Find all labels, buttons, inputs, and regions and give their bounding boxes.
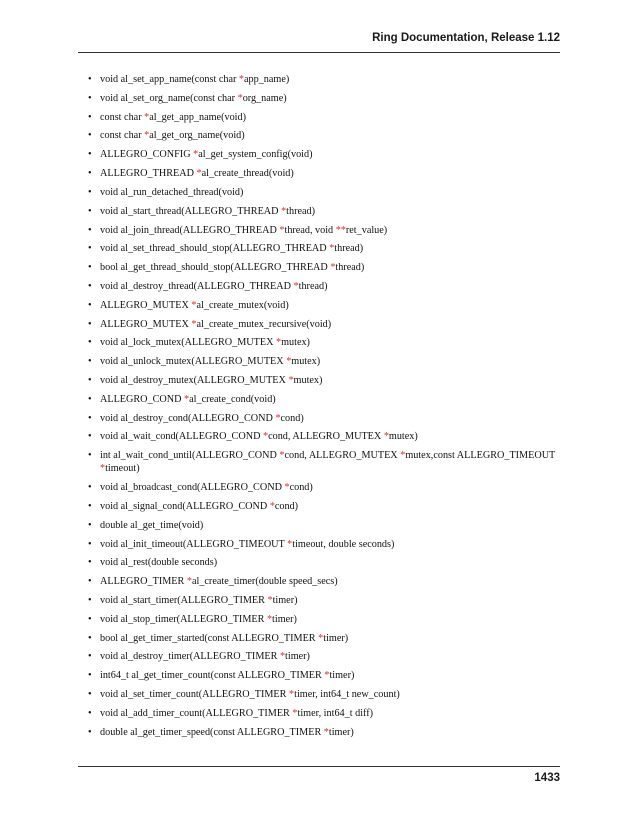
list-item: [88, 449, 568, 475]
signature-text: thread): [298, 280, 328, 292]
list-item: [88, 412, 568, 425]
bullet: •: [88, 707, 92, 719]
pointer-asterisk: *: [286, 356, 292, 368]
pointer-asterisk: *: [184, 393, 190, 405]
page-footer: [78, 766, 560, 784]
signature-text: al_create_timer(double speed_secs): [191, 576, 338, 588]
pointer-asterisk: *: [237, 92, 243, 104]
list-item: [88, 318, 568, 331]
pointer-asterisk: *: [193, 149, 199, 161]
signature-text: void al_destroy_cond(ALLEGRO_COND: [100, 412, 276, 424]
bullet: •: [88, 726, 92, 738]
bullet: •: [88, 111, 92, 123]
bullet: •: [88, 356, 92, 368]
signature-text: al_create_cond(void): [189, 393, 276, 405]
page-number: 1433: [534, 772, 560, 784]
pointer-asterisk: *: [400, 450, 406, 462]
pointer-asterisk: *: [324, 670, 330, 682]
list-item: [88, 148, 568, 161]
signature-text: al_get_org_name(void): [149, 130, 245, 142]
signature-text: void al_lock_mutex(ALLEGRO_MUTEX: [100, 337, 276, 349]
bullet: •: [88, 375, 92, 386]
signature-text: timeout, double seconds): [292, 538, 395, 550]
pointer-asterisk: *: [266, 613, 273, 625]
signature-text: void al_set_timer_count(ALLEGRO_TIMER: [100, 689, 290, 700]
list-item: [88, 726, 568, 739]
list-item: [88, 707, 568, 720]
bullet: •: [88, 450, 92, 462]
list-item: [88, 374, 568, 387]
list-item: [88, 519, 568, 532]
signature-text: void al_unlock_mutex(ALLEGRO_MUTEX: [100, 356, 287, 368]
bullet: •: [88, 280, 92, 292]
signature-text: ALLEGRO_THREAD: [100, 168, 197, 180]
list-item: [88, 556, 568, 569]
signature-text: void al_add_timer_count(ALLEGRO_TIMER: [100, 707, 293, 719]
pointer-asterisk: *: [318, 632, 324, 644]
bullet: •: [88, 393, 92, 405]
bullet: •: [88, 594, 92, 606]
list-item: [88, 111, 568, 124]
bullet: •: [88, 92, 92, 104]
signature-text: double al_get_time(void): [100, 519, 204, 531]
list-item: [88, 632, 568, 645]
bullet: •: [88, 262, 92, 274]
signature-text: void al_broadcast_cond(ALLEGRO_COND: [100, 482, 285, 494]
signature-text: bool al_get_timer_started(const ALLEGRO_TIMER: [100, 632, 319, 644]
pointer-asterisk: *: [269, 500, 275, 512]
signature-text: cond): [280, 412, 304, 424]
page-header: [78, 30, 560, 53]
signature-text: void al_start_thread(ALLEGRO_THREAD: [100, 205, 282, 217]
list-item: [88, 280, 568, 293]
list-item: [88, 205, 568, 218]
bullet: •: [88, 168, 92, 180]
pointer-asterisk: *: [279, 651, 286, 663]
signature-text: void al_signal_cond(ALLEGRO_COND: [100, 500, 270, 512]
signature-text: al_create_mutex_recursive(void): [196, 318, 332, 330]
pointer-asterisk: *: [144, 111, 150, 123]
pointer-asterisk: *: [276, 337, 282, 349]
bullet: •: [88, 557, 92, 569]
pointer-asterisk: *: [330, 262, 336, 274]
pointer-asterisk: *: [196, 168, 202, 180]
signature-text: ALLEGRO_TIMER: [100, 576, 187, 588]
list-item: [88, 186, 568, 199]
signature-text: al_get_system_config(void): [198, 149, 313, 161]
signature-text: mutex): [388, 431, 418, 443]
bullet: •: [88, 538, 92, 550]
signature-text: void al_destroy_timer(ALLEGRO_TIMER: [100, 651, 280, 663]
pointer-asterisk: *: [262, 431, 269, 443]
bullet: •: [88, 299, 92, 311]
pointer-asterisk: *: [284, 482, 290, 494]
signature-text: thread): [334, 243, 364, 255]
list-item: [88, 224, 568, 237]
pointer-asterisk: *: [279, 450, 285, 462]
pointer-asterisk: *: [323, 726, 329, 738]
signature-text: timer): [323, 632, 349, 644]
bullet: •: [88, 205, 92, 217]
signature-text: timer, int64_t new_count): [294, 689, 400, 700]
signature-text: timer): [272, 613, 297, 625]
signature-text: void al_set_thread_should_stop(ALLEGRO_THREAD: [100, 243, 330, 255]
pointer-asterisk: *: [281, 205, 287, 217]
pointer-asterisk: *: [186, 576, 192, 588]
list-item: [88, 129, 568, 142]
pointer-asterisk: *: [238, 74, 244, 85]
bullet: •: [88, 149, 92, 161]
pointer-asterisk: *: [293, 280, 299, 292]
list-item: [88, 430, 568, 443]
signature-text: al_get_app_name(void): [149, 111, 246, 123]
list-item: [88, 92, 568, 105]
list-item: [88, 355, 568, 368]
pointer-asterisk: *: [287, 538, 293, 550]
list-item: [88, 650, 568, 663]
function-list: [88, 73, 568, 739]
pointer-asterisk: *: [100, 463, 106, 475]
bullet: •: [88, 186, 92, 198]
pointer-asterisk: *: [289, 689, 295, 700]
list-item: [88, 481, 568, 494]
list-item: [88, 261, 568, 274]
bullet: •: [88, 576, 92, 588]
list-item: [88, 613, 568, 626]
signature-text: cond, ALLEGRO_MUTEX: [284, 450, 401, 462]
signature-text: org_name): [242, 92, 287, 104]
signature-text: timer): [285, 651, 310, 663]
list-item: [88, 167, 568, 180]
bullet: •: [88, 412, 92, 424]
bullet: •: [88, 482, 92, 494]
pointer-asterisk: *: [292, 707, 298, 719]
pointer-asterisk: *: [288, 375, 294, 386]
pointer-asterisk: *: [191, 299, 197, 311]
list-item: [88, 538, 568, 551]
signature-text: mutex): [293, 375, 323, 386]
signature-text: const char: [100, 130, 145, 142]
function-list-section: [88, 73, 568, 744]
signature-text: void al_join_thread(ALLEGRO_THREAD: [100, 224, 280, 236]
bullet: •: [88, 651, 92, 663]
bullet: •: [88, 74, 92, 85]
pointer-asterisk: *: [267, 594, 273, 606]
bullet: •: [88, 632, 92, 644]
signature-text: ret_value): [345, 224, 388, 236]
signature-text: void al_wait_cond(ALLEGRO_COND: [100, 431, 263, 443]
list-item: [88, 500, 568, 513]
bullet: •: [88, 519, 92, 531]
signature-text: ALLEGRO_COND: [100, 393, 185, 405]
list-item: [88, 336, 568, 349]
list-item: [88, 73, 568, 86]
bullet: •: [88, 337, 92, 349]
signature-text: thread): [335, 262, 365, 274]
signature-text: ALLEGRO_MUTEX: [100, 299, 192, 311]
pointer-asterisk: *: [144, 130, 150, 142]
signature-text: ALLEGRO_MUTEX: [100, 318, 192, 330]
signature-text: void al_rest(double seconds): [100, 557, 218, 569]
signature-text: timeout): [105, 463, 140, 475]
signature-text: timer): [328, 726, 354, 738]
signature-text: int al_wait_cond_until(ALLEGRO_COND: [100, 450, 280, 462]
signature-text: bool al_get_thread_should_stop(ALLEGRO_THREAD: [100, 262, 331, 274]
bullet: •: [88, 670, 92, 682]
signature-text: al_create_thread(void): [201, 168, 294, 180]
list-item: [88, 594, 568, 607]
list-item: [88, 669, 568, 682]
pointer-asterisk: **: [335, 224, 346, 236]
signature-text: mutex,const ALLEGRO_TIMEOUT: [405, 450, 556, 462]
list-item: [88, 393, 568, 406]
pointer-asterisk: *: [383, 431, 389, 443]
bullet: •: [88, 500, 92, 512]
bullet: •: [88, 431, 92, 443]
signature-text: timer): [272, 594, 298, 606]
signature-text: int64_t al_get_timer_count(const ALLEGRO_TIMER: [100, 670, 325, 682]
signature-text: cond, ALLEGRO_MUTEX: [268, 431, 384, 443]
signature-text: ALLEGRO_CONFIG: [100, 149, 194, 161]
bullet: •: [88, 689, 92, 700]
bullet: •: [88, 243, 92, 255]
signature-text: app_name): [244, 74, 290, 85]
signature-text: double al_get_timer_speed(const ALLEGRO_TIMER: [100, 726, 324, 738]
list-item: [88, 688, 568, 701]
pointer-asterisk: *: [275, 412, 281, 424]
signature-text: void al_set_org_name(const char: [100, 92, 238, 104]
list-item: [88, 575, 568, 588]
signature-text: thread, void: [284, 224, 336, 236]
bullet: •: [88, 224, 92, 236]
bullet: •: [88, 318, 92, 330]
list-item: [88, 242, 568, 255]
signature-text: timer): [329, 670, 355, 682]
signature-text: void al_run_detached_thread(void): [100, 186, 244, 198]
signature-text: al_create_mutex(void): [196, 299, 289, 311]
signature-text: void al_destroy_thread(ALLEGRO_THREAD: [100, 280, 294, 292]
signature-text: void al_stop_timer(ALLEGRO_TIMER: [100, 613, 267, 625]
signature-text: void al_destroy_mutex(ALLEGRO_MUTEX: [100, 375, 289, 386]
pointer-asterisk: *: [329, 243, 335, 255]
pointer-asterisk: *: [279, 224, 285, 236]
bullet: •: [88, 613, 92, 625]
signature-text: void al_init_timeout(ALLEGRO_TIMEOUT: [100, 538, 288, 550]
signature-text: const char: [100, 111, 145, 123]
list-item: [88, 299, 568, 312]
header-title: Ring Documentation, Release 1.12: [372, 32, 560, 44]
signature-text: mutex): [281, 337, 310, 349]
signature-text: thread): [286, 205, 316, 217]
pointer-asterisk: *: [191, 318, 197, 330]
signature-text: cond): [274, 500, 299, 512]
signature-text: cond): [289, 482, 313, 494]
signature-text: void al_set_app_name(const char: [100, 74, 239, 85]
signature-text: mutex): [291, 356, 321, 368]
signature-text: timer, int64_t diff): [297, 707, 374, 719]
signature-text: void al_start_timer(ALLEGRO_TIMER: [100, 594, 268, 606]
bullet: •: [88, 130, 92, 142]
